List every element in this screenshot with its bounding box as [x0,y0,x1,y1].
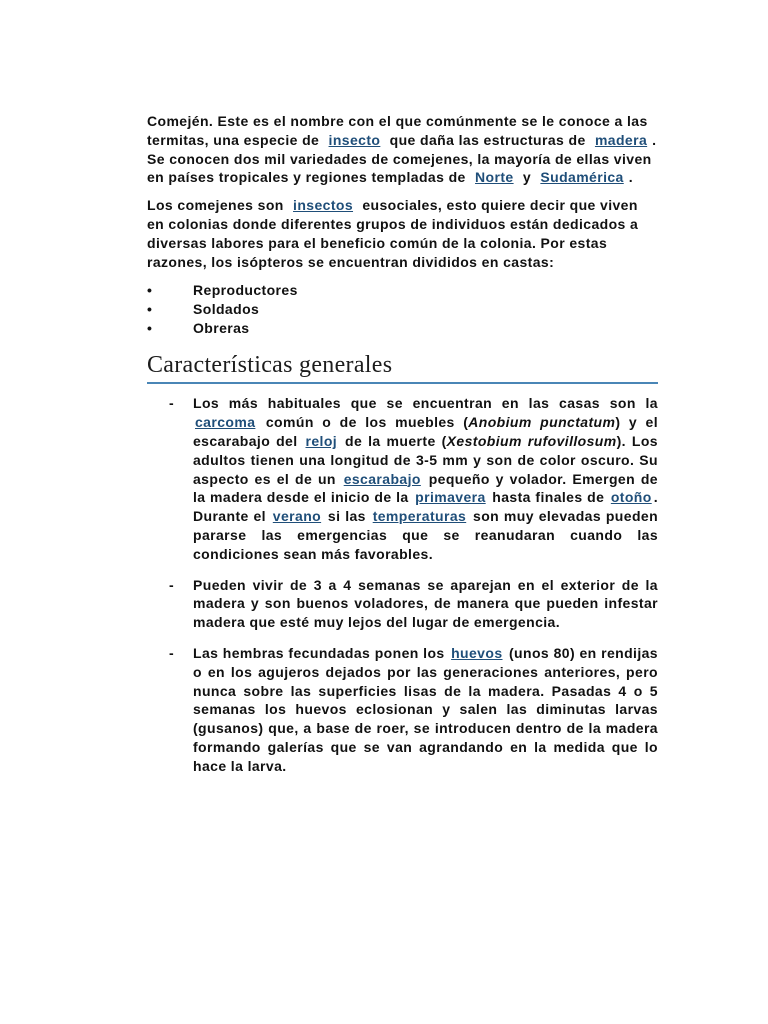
intro-text-1: Comején. Este es el nombre con el que comúnmente se le conoce a las termitas, una especie de [147,113,648,148]
link-carcoma[interactable]: carcoma [195,414,256,431]
link-huevos[interactable]: huevos [451,644,503,661]
item3-text-1: Las hembras fecundadas ponen los [193,644,445,661]
intro-text-4: y [522,169,532,186]
list-item [147,576,658,632]
item1-text-1: Los más habituales que se encuentran en las casas son la [193,395,658,412]
link-verano[interactable]: verano [272,508,322,525]
intro-text-5: . [628,169,634,186]
section-heading: Características generales [147,352,658,384]
item1-text-7: hasta finales de [492,489,605,506]
item1-text-2: común o de los muebles ( [265,414,469,431]
item1-paragraph [193,394,658,563]
list-item [147,300,658,319]
castes-list [147,281,658,338]
link-escarabajo[interactable]: escarabajo [343,470,421,487]
link-insectos[interactable]: insectos [293,197,354,214]
item1-text-4: de la muerte ( [345,432,447,449]
item1-text-9: si las [327,508,366,525]
caste-label: Soldados [193,301,260,318]
characteristics-list [147,394,658,775]
item1-text-8: . Durante el [193,489,659,525]
dash-icon: - [169,395,174,412]
dash-icon: - [169,576,174,593]
castas-paragraph [147,196,658,271]
item2-paragraph: Pueden vivir de 3 a 4 semanas se aparejan en el exterior de la madera y son buenos voladores, de manera que pueden infestar madera que esté muy lejos del lugar de emergencia. [193,576,658,631]
bullet-icon: • [147,320,153,337]
item3-text-2: (unos 80) en rendijas o en los agujeros dejados por las generaciones anteriores, pero nunca sobre las superficies lisas de la madera. Pasadas 4 o 5 semanas los huevos eclosionan y salen las diminutas larvas (gusanos) que, a base de roer, se introducen dentro de la madera formando galerías que se van agrandando en la medida que lo hace la larva. [193,644,658,774]
castas-text-2: eusociales, esto quiere decir que viven en colonias donde diferentes grupos de individuos están dedicados a diversas labores para el beneficio común de la colonia. Por estas razones, los isópteros se encuentran divididos en castas: [147,197,639,270]
list-item [147,319,658,338]
link-temperaturas[interactable]: temperaturas [372,508,467,525]
link-norte[interactable]: Norte [475,169,514,186]
intro-paragraph [147,112,658,187]
bullet-icon: • [147,301,153,318]
caste-label: Reproductores [193,282,298,299]
link-primavera[interactable]: primavera [415,489,486,506]
intro-text-3: . Se conocen dos mil variedades de comejenes, la mayoría de ellas viven en países tropicales y regiones templadas de [147,131,657,186]
caste-label: Obreras [193,320,250,337]
bullet-icon: • [147,282,153,299]
item3-paragraph [193,644,658,776]
list-item [147,394,658,563]
link-sudamerica[interactable]: Sudamérica [540,169,624,186]
castas-text-1: Los comejenes son [147,197,284,214]
link-insecto[interactable]: insecto [328,131,381,148]
sci-name-anobium: Anobium punctatum [468,414,616,431]
item1-text-10: son muy elevadas pueden pararse las emergencias que se reanudaran cuando las condiciones sean más favorables. [193,508,659,562]
item1-text-3: ) y el escarabajo del [193,414,658,449]
link-otono[interactable]: otoño [610,489,652,506]
sci-name-xestobium: Xestobium rufovillosum [446,432,617,449]
link-madera[interactable]: madera [594,131,648,148]
dash-icon: - [169,644,174,661]
list-item [147,281,658,300]
item1-text-6: pequeño y volador. Emergen de la madera desde el inicio de la [193,470,658,506]
list-item [147,644,658,776]
intro-text-2: que daña las estructuras de [389,131,586,148]
link-reloj[interactable]: reloj [305,432,338,449]
item1-text-5: ). Los adultos tienen una longitud de 3-5 mm y son de color oscuro. Su aspecto es el de un [193,432,658,487]
document-page [147,112,658,788]
